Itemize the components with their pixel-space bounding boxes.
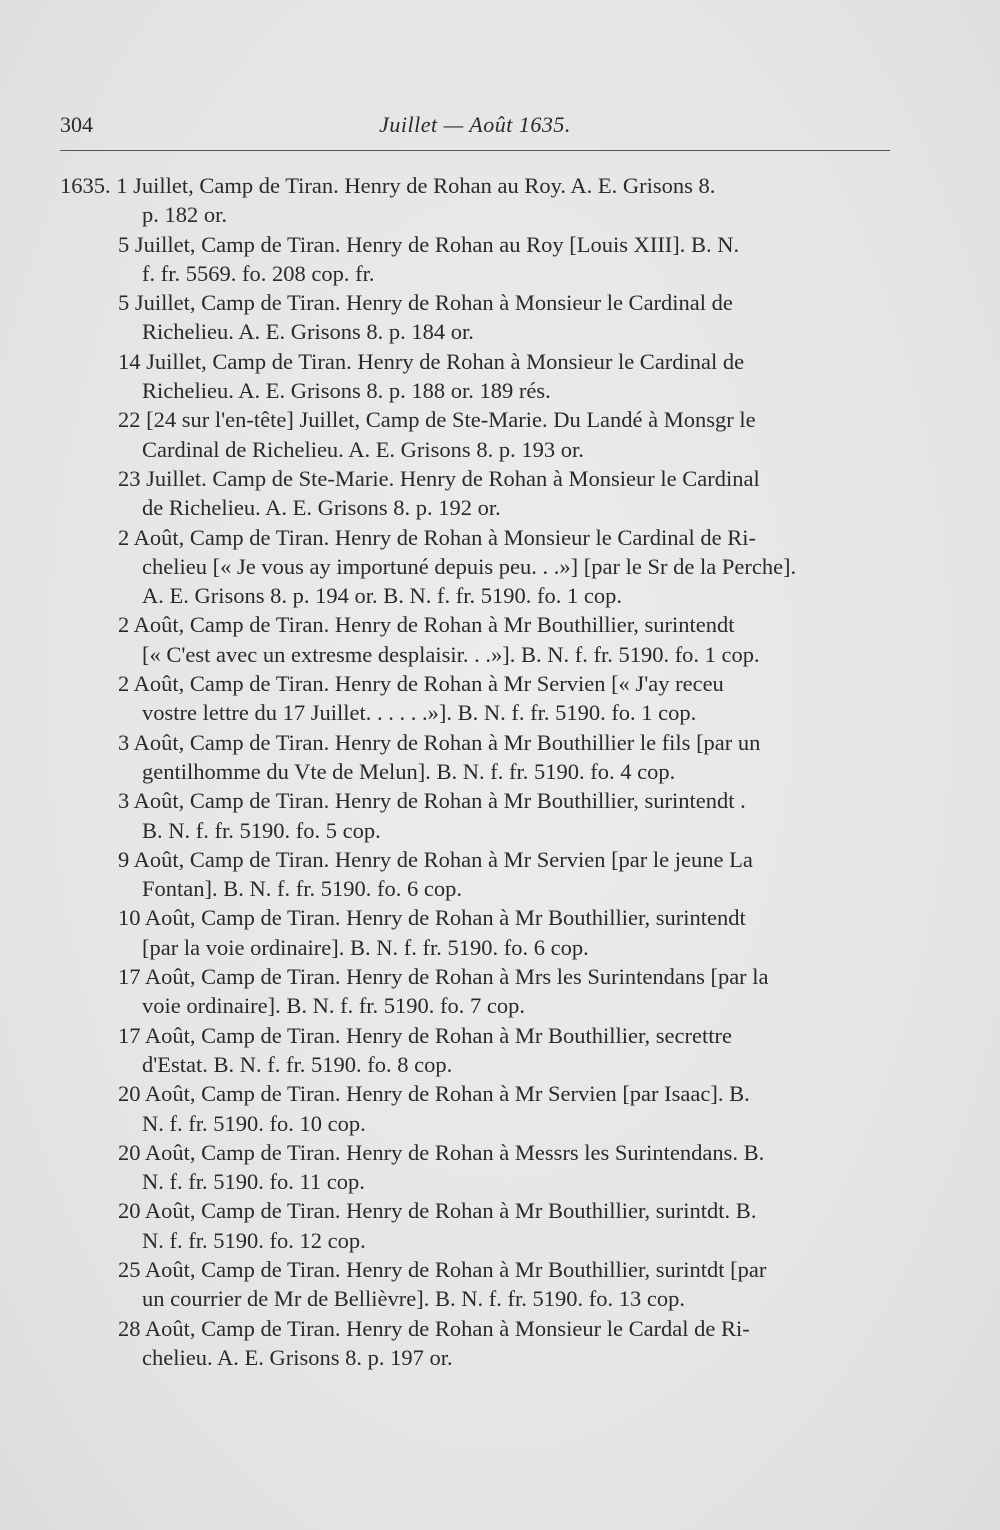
entry-continuation-line: [par la voie ordinaire]. B. N. f. fr. 5190. fo. 6 cop. xyxy=(142,934,589,960)
entry-continuation-line: N. f. fr. 5190. fo. 12 cop. xyxy=(142,1227,366,1253)
entry-first-line: 1635. 1 Juillet, Camp de Tiran. Henry de Rohan au Roy. A. E. Grisons 8. xyxy=(60,173,716,198)
entry-first-line: 20 Août, Camp de Tiran. Henry de Rohan à Mr Bouthillier, surintdt. B. xyxy=(118,1198,757,1224)
list-item xyxy=(60,1021,898,1080)
list-item xyxy=(60,171,898,230)
entry-first-line: 20 Août, Camp de Tiran. Henry de Rohan à Messrs les Surintendans. B. xyxy=(118,1139,765,1165)
entry-continuation-line: gentilhomme du Vte de Melun]. B. N. f. fr. 5190. fo. 4 cop. xyxy=(142,758,676,784)
entry-continuation-line: d'Estat. B. N. f. fr. 5190. fo. 8 cop. xyxy=(142,1051,453,1077)
entry-continuation-line: chelieu. A. E. Grisons 8. p. 197 or. xyxy=(142,1344,453,1370)
list-item xyxy=(60,903,898,962)
entry-first-line: 2 Août, Camp de Tiran. Henry de Rohan à Mr Bouthillier, surintendt xyxy=(118,612,735,638)
list-item xyxy=(60,962,898,1021)
entry-first-line: 2 Août, Camp de Tiran. Henry de Rohan à Mr Servien [« J'ay receu xyxy=(118,671,724,697)
entry-first-line: 20 Août, Camp de Tiran. Henry de Rohan à Mr Servien [par Isaac]. B. xyxy=(118,1081,750,1107)
entry-continuation-line: Richelieu. A. E. Grisons 8. p. 184 or. xyxy=(142,319,474,345)
list-item xyxy=(60,523,898,611)
header-rule xyxy=(60,150,890,151)
list-item xyxy=(60,405,898,464)
list-item xyxy=(60,1196,898,1255)
list-item xyxy=(60,1138,898,1197)
list-item xyxy=(60,786,898,845)
entry-continuation-line: p. 182 or. xyxy=(142,202,228,228)
list-item xyxy=(60,669,898,728)
list-item xyxy=(60,1255,898,1314)
entry-continuation-line: B. N. f. fr. 5190. fo. 5 cop. xyxy=(142,817,381,843)
entry-first-line: 25 Août, Camp de Tiran. Henry de Rohan à Mr Bouthillier, surintdt [par xyxy=(118,1256,767,1282)
entry-first-line: 5 Juillet, Camp de Tiran. Henry de Rohan au Roy [Louis XIII]. B. N. xyxy=(118,231,740,257)
entry-continuation-line: Richelieu. A. E. Grisons 8. p. 188 or. 189 rés. xyxy=(142,378,551,404)
entry-first-line: 28 Août, Camp de Tiran. Henry de Rohan à Monsieur le Cardal de Ri- xyxy=(118,1315,750,1341)
entry-first-line: 9 Août, Camp de Tiran. Henry de Rohan à Mr Servien [par le jeune La xyxy=(118,846,753,872)
list-item xyxy=(60,1079,898,1138)
entry-first-line: 22 [24 sur l'en-tête] Juillet, Camp de Ste-Marie. Du Landé à Monsgr le xyxy=(118,407,756,433)
list-item xyxy=(60,347,898,406)
entry-continuation-line: [« C'est avec un extresme desplaisir. . .»]. B. N. f. fr. 5190. fo. 1 cop. xyxy=(142,641,760,667)
entry-continuation-line: A. E. Grisons 8. p. 194 or. B. N. f. fr. 5190. fo. 1 cop. xyxy=(142,583,622,609)
entry-continuation-line: Fontan]. B. N. f. fr. 5190. fo. 6 cop. xyxy=(142,876,462,902)
list-item xyxy=(60,845,898,904)
entry-first-line: 3 Août, Camp de Tiran. Henry de Rohan à Mr Bouthillier, surintendt . xyxy=(118,788,746,814)
entry-continuation-line: de Richelieu. A. E. Grisons 8. p. 192 or. xyxy=(142,495,501,521)
entry-first-line: 17 Août, Camp de Tiran. Henry de Rohan à Mrs les Surintendans [par la xyxy=(118,964,769,990)
running-title: Juillet — Août 1635. xyxy=(379,112,571,137)
entry-continuation-line: Cardinal de Richelieu. A. E. Grisons 8. p. 193 or. xyxy=(142,436,584,462)
list-item xyxy=(60,610,898,669)
list-item xyxy=(60,1314,898,1373)
page-header xyxy=(60,112,890,148)
entry-continuation-line: f. fr. 5569. fo. 208 cop. fr. xyxy=(142,260,375,286)
list-item xyxy=(60,464,898,523)
entry-continuation-line: N. f. fr. 5190. fo. 11 cop. xyxy=(142,1169,365,1195)
entry-continuation-line: vostre lettre du 17 Juillet. . . . . .»]. B. N. f. fr. 5190. fo. 1 cop. xyxy=(142,700,697,726)
entry-list xyxy=(60,171,898,1372)
list-item xyxy=(60,230,898,289)
entry-first-line: 2 Août, Camp de Tiran. Henry de Rohan à Monsieur le Cardinal de Ri- xyxy=(118,524,757,550)
entry-first-line: 10 Août, Camp de Tiran. Henry de Rohan à Mr Bouthillier, surintendt xyxy=(118,905,746,931)
entry-continuation-line: N. f. fr. 5190. fo. 10 cop. xyxy=(142,1110,366,1136)
list-item xyxy=(60,288,898,347)
entry-first-line: 23 Juillet. Camp de Ste-Marie. Henry de Rohan à Monsieur le Cardinal xyxy=(118,465,760,491)
entry-first-line: 3 Août, Camp de Tiran. Henry de Rohan à Mr Bouthillier le fils [par un xyxy=(118,729,761,755)
entry-continuation-line: un courrier de Mr de Bellièvre]. B. N. f. fr. 5190. fo. 13 cop. xyxy=(142,1286,685,1312)
entry-continuation-line: chelieu [« Je vous ay importuné depuis peu. . .»] [par le Sr de la Perche]. xyxy=(142,553,797,579)
page-number: 304 xyxy=(60,112,93,137)
list-item xyxy=(60,728,898,787)
entry-continuation-line: voie ordinaire]. B. N. f. fr. 5190. fo. 7 cop. xyxy=(142,993,526,1019)
entry-first-line: 5 Juillet, Camp de Tiran. Henry de Rohan à Monsieur le Cardinal de xyxy=(118,290,733,316)
entry-first-line: 17 Août, Camp de Tiran. Henry de Rohan à Mr Bouthillier, secrettre xyxy=(118,1022,732,1048)
entry-first-line: 14 Juillet, Camp de Tiran. Henry de Rohan à Monsieur le Cardinal de xyxy=(118,348,745,374)
